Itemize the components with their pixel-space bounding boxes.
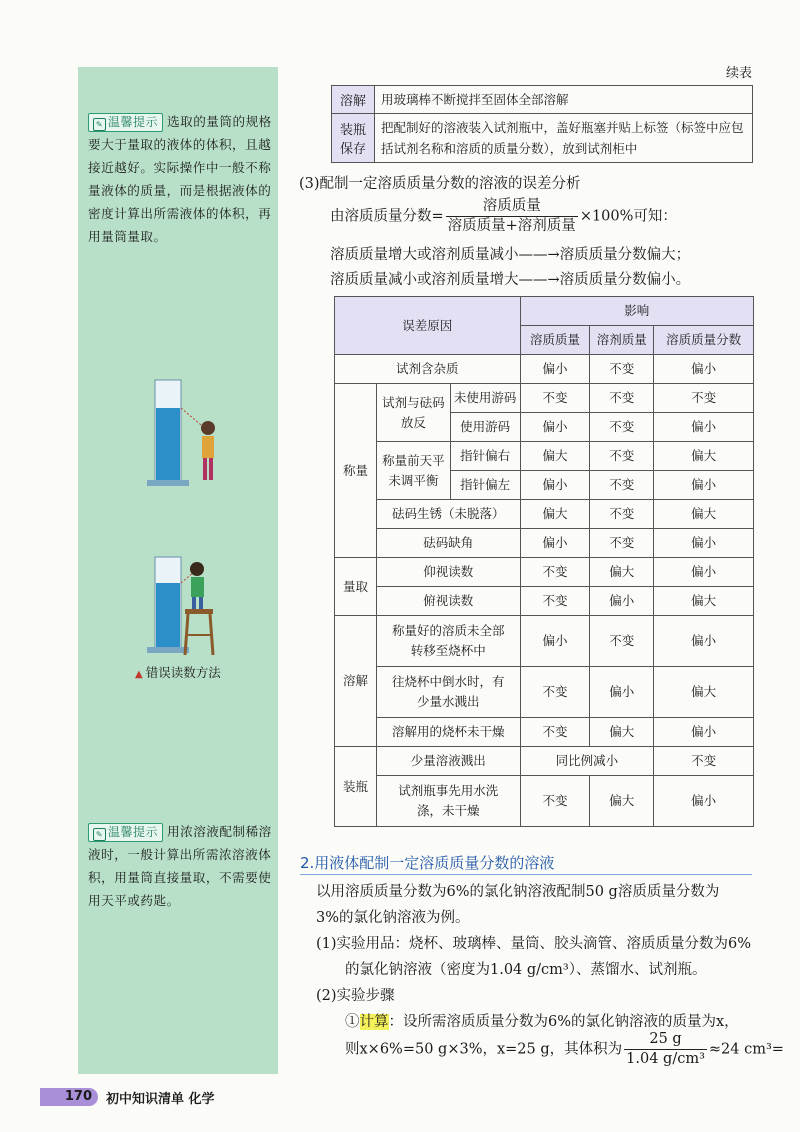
page-footer xyxy=(40,1085,360,1109)
continued-label: 续表 xyxy=(725,66,752,81)
value-cell: 不变 xyxy=(590,529,654,558)
value-cell: 偏小 xyxy=(654,355,754,384)
page-number: 170 xyxy=(40,1088,98,1106)
group-cell: 称量 xyxy=(335,384,377,558)
rule-line: 溶质质量增大或溶剂质量减小——→溶质质量分数偏大； xyxy=(330,247,691,263)
rule-line: 溶质质量减小或溶剂质量增大——→溶质质量分数偏小。 xyxy=(330,272,691,288)
table-row xyxy=(335,355,754,384)
calc-line: 则x×6%=50 g×3%，x=25 g，其体积为 $\frac{25 g}{\text{1.04 g/cm³}}$ ≈24 cm³= xyxy=(345,1031,784,1067)
value-cell: 偏小 xyxy=(590,667,654,718)
item-line: (1)实验用品：烧杯、玻璃棒、量筒、胶头滴管、溶质质量分数为6% xyxy=(316,936,752,952)
table-row xyxy=(335,500,754,529)
subgroup-cell: 试剂与砝码放反 xyxy=(376,384,450,442)
value-cell: 偏大 xyxy=(654,442,754,471)
value-cell: 偏大 xyxy=(520,500,590,529)
tip-box-1 xyxy=(88,110,274,248)
table-row xyxy=(335,384,754,413)
triangle-icon: ▲ xyxy=(135,669,143,680)
value-cell: 偏大 xyxy=(654,667,754,718)
reason-cell: 称量好的溶质未全部转移至烧杯中 xyxy=(376,616,520,667)
value-cell: 偏小 xyxy=(520,413,590,442)
value-cell: 偏小 xyxy=(654,529,754,558)
intro-line: 3%的氯化钠溶液为例。 xyxy=(316,910,470,926)
value-cell: 偏小 xyxy=(654,776,754,827)
value-cell: 偏小 xyxy=(654,471,754,500)
value-cell: 偏大 xyxy=(590,718,654,747)
tip-icon: ✎ xyxy=(93,828,106,841)
highlight-keyword: 计算 xyxy=(359,1014,389,1030)
step-label: 溶解 xyxy=(332,86,375,114)
cylinder-illustration-2 xyxy=(145,555,235,660)
tip-box-2 xyxy=(88,820,274,912)
value-cell: 不变 xyxy=(520,384,590,413)
value-cell: 不变 xyxy=(590,471,654,500)
value-cell: 不变 xyxy=(590,413,654,442)
fraction: $\frac{\text{溶质质量}}{\text{溶质质量+溶剂质量}}$ xyxy=(447,198,576,234)
reason-cell: 往烧杯中倒水时，有少量水溅出 xyxy=(376,667,520,718)
value-cell: 偏小 xyxy=(520,616,590,667)
col-header: 溶质质量 xyxy=(520,326,590,355)
tip-text: 选取的量筒的规格要大于量取的液体的体积，且越接近越好。实际操作中一般不称量液体的质量，而是根据液体的密度计算出所需液体的体积，再用量筒量取。 xyxy=(88,114,272,244)
table-row xyxy=(335,587,754,616)
formula-line: 由溶质质量分数= $\frac{\text{溶质质量}}{\text{溶质质量+溶剂质量}}$ ×100%可知： xyxy=(330,198,677,234)
value-cell: 不变 xyxy=(590,355,654,384)
value-cell: 不变 xyxy=(590,442,654,471)
table-row xyxy=(335,529,754,558)
value-cell: 不变 xyxy=(590,500,654,529)
tip-icon: ✎ xyxy=(93,118,106,131)
step-line: ①计算：设所需溶质质量分数为6%的氯化钠溶液的质量为x， xyxy=(345,1014,739,1030)
step-label: 装瓶保存 xyxy=(332,114,375,163)
reason-cell: 指针偏右 xyxy=(450,442,520,471)
value-cell: 不变 xyxy=(654,384,754,413)
value-cell: 偏小 xyxy=(654,413,754,442)
value-cell: 偏小 xyxy=(590,587,654,616)
value-cell: 不变 xyxy=(520,558,590,587)
steps-table xyxy=(331,85,753,163)
step-text: 用玻璃棒不断搅拌至固体全部溶解 xyxy=(375,86,753,114)
error-analysis-table xyxy=(334,296,754,827)
reason-cell: 试剂含杂质 xyxy=(335,355,521,384)
heading-underline xyxy=(300,874,752,875)
intro-line: 以用溶质质量分数为6%的氯化钠溶液配制50 g溶质质量分数为 xyxy=(316,884,720,900)
table-row xyxy=(335,442,754,471)
tip-badge: ✎ 温馨提示 xyxy=(88,113,163,132)
cylinder-illustration-1 xyxy=(145,378,225,488)
value-cell: 不变 xyxy=(520,667,590,718)
value-cell: 不变 xyxy=(654,747,754,776)
reason-cell: 俯视读数 xyxy=(376,587,520,616)
reason-cell: 砝码缺角 xyxy=(376,529,520,558)
value-cell: 偏大 xyxy=(590,776,654,827)
reason-cell: 指针偏左 xyxy=(450,471,520,500)
group-cell: 量取 xyxy=(335,558,377,616)
col-header: 溶剂质量 xyxy=(590,326,654,355)
table-row xyxy=(335,718,754,747)
value-cell: 偏小 xyxy=(654,616,754,667)
value-cell: 不变 xyxy=(590,384,654,413)
table-row xyxy=(335,747,754,776)
value-cell: 偏小 xyxy=(654,718,754,747)
value-cell: 不变 xyxy=(520,718,590,747)
table-header-row xyxy=(335,297,754,326)
section-heading: (3)配制一定溶质质量分数的溶液的误差分析 xyxy=(299,176,581,192)
header-effect: 影响 xyxy=(520,297,753,326)
fraction: $\frac{25 g}{\text{1.04 g/cm³}}$ xyxy=(626,1031,705,1067)
table-row xyxy=(335,616,754,667)
reason-cell: 溶解用的烧杯未干燥 xyxy=(376,718,520,747)
reason-cell: 未使用游码 xyxy=(450,384,520,413)
value-cell-merged: 同比例减小 xyxy=(520,747,654,776)
book-title: 初中知识清单 化学 xyxy=(106,1092,215,1107)
value-cell: 偏小 xyxy=(654,558,754,587)
step-text: 把配制好的溶液装入试剂瓶中，盖好瓶塞并贴上标签（标签中应包括试剂名称和溶质的质量分数），放到试剂柜中 xyxy=(375,114,753,163)
reason-cell: 使用游码 xyxy=(450,413,520,442)
group-cell: 装瓶 xyxy=(335,747,377,827)
reason-cell: 试剂瓶事先用水洗涤，未干燥 xyxy=(376,776,520,827)
item-line: (2)实验步骤 xyxy=(316,988,395,1004)
value-cell: 不变 xyxy=(520,587,590,616)
value-cell: 偏小 xyxy=(520,471,590,500)
figure-caption: ▲ 错误读数方法 xyxy=(135,665,221,680)
table-row xyxy=(335,776,754,827)
subgroup-cell: 称量前天平未调平衡 xyxy=(376,442,450,500)
table-row xyxy=(335,558,754,587)
header-reason: 误差原因 xyxy=(335,297,521,355)
item-line: 的氯化钠溶液（密度为1.04 g/cm³）、蒸馏水、试剂瓶。 xyxy=(345,962,707,978)
value-cell: 偏大 xyxy=(654,500,754,529)
col-header: 溶质质量分数 xyxy=(654,326,754,355)
reason-cell: 砝码生锈（未脱落） xyxy=(376,500,520,529)
section-2-heading: 2.用液体配制一定溶质质量分数的溶液 xyxy=(300,854,555,872)
reason-cell: 少量溶液溅出 xyxy=(376,747,520,776)
table-row xyxy=(332,114,753,163)
value-cell: 偏小 xyxy=(520,355,590,384)
value-cell: 偏大 xyxy=(590,558,654,587)
value-cell: 偏大 xyxy=(654,587,754,616)
reason-cell: 仰视读数 xyxy=(376,558,520,587)
tip-text: 用浓溶液配制稀溶液时，一般计算出所需浓溶液体积，用量筒直接量取，不需要使用天平或药匙。 xyxy=(88,824,272,908)
value-cell: 偏小 xyxy=(520,529,590,558)
value-cell: 不变 xyxy=(590,616,654,667)
value-cell: 偏大 xyxy=(520,442,590,471)
tip-badge: ✎ 温馨提示 xyxy=(88,823,163,842)
table-row xyxy=(335,667,754,718)
table-row xyxy=(332,86,753,114)
group-cell: 溶解 xyxy=(335,616,377,747)
value-cell: 不变 xyxy=(520,776,590,827)
